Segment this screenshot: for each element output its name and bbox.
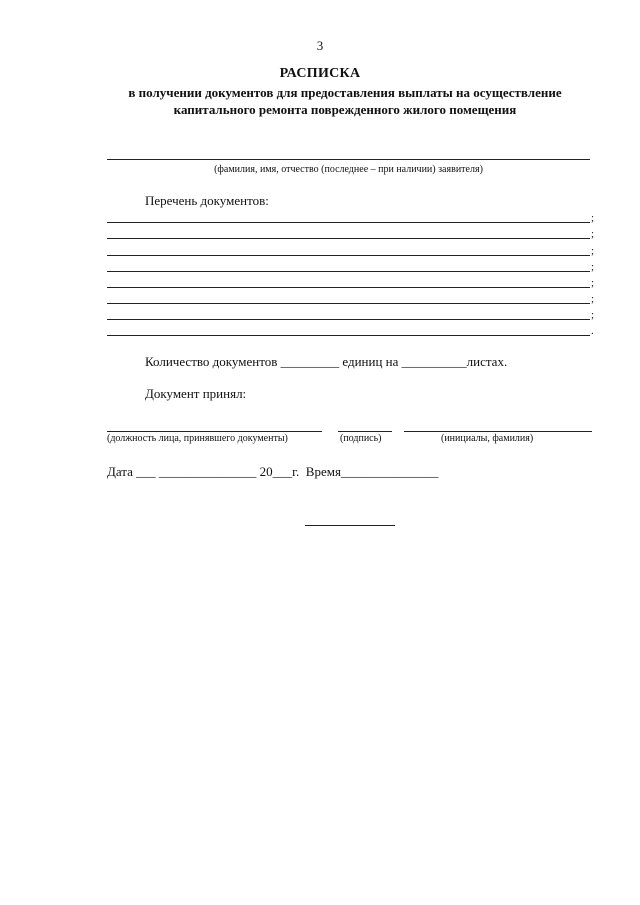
applicant-caption: (фамилия, имя, отчество (последнее – при наличии) заявителя) [214,164,483,175]
document-subtitle [90,84,600,118]
document-line-2 [107,238,590,239]
document-line-5 [107,287,590,288]
document-line-7 [107,319,590,320]
documents-count-text: Количество документов _________ единиц на __________листах. [145,354,508,369]
document-line-4 [107,271,590,272]
page-number: 3 [316,38,324,53]
document-line-6-ending: ; [591,293,595,305]
document-line-1 [107,222,590,223]
subtitle-line-2: капитального ремонта поврежденного жилого помещения [173,102,517,117]
document-line-2-ending: ; [591,228,595,240]
document-line-1-ending: ; [591,212,595,224]
document-line-3-ending: ; [591,245,595,257]
document-title: РАСПИСКА [279,66,361,81]
document-line-3 [107,255,590,256]
document-line-8 [107,335,590,336]
signature-line [338,431,392,432]
name-line [404,431,592,432]
position-line [107,431,322,432]
document-line-7-ending: ; [591,309,595,321]
accepted-by-label: Документ принял: [145,386,247,401]
applicant-name-line [107,159,590,160]
document-line-6 [107,303,590,304]
position-caption: (должность лица, принявшего документы) [107,433,288,444]
document-line-8-ending: . [591,325,594,337]
closing-separator [305,525,395,526]
name-caption: (инициалы, фамилия) [441,433,534,444]
date-time-line: Дата ___ _______________ 20___г. Время_______________ [107,464,439,479]
document-line-5-ending: ; [591,277,595,289]
documents-list-label: Перечень документов: [145,193,269,208]
document-line-4-ending: ; [591,261,595,273]
signature-caption: (подпись) [340,433,382,444]
subtitle-line-1: в получении документов для предоставления выплаты на осуществление [128,85,562,100]
